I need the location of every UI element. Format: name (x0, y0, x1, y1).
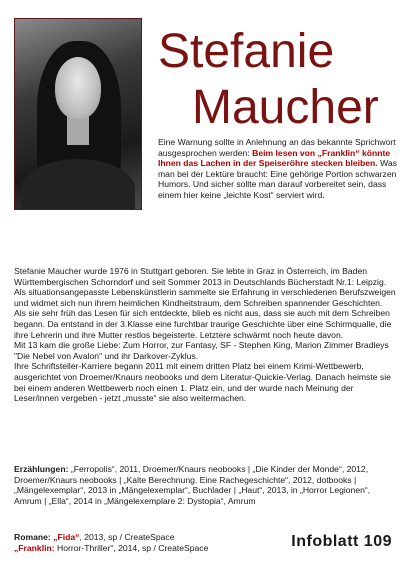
biography (14, 266, 398, 404)
author-photo (14, 18, 142, 210)
novels-label: Romane: (14, 532, 51, 542)
photo-shoulders (21, 159, 135, 210)
novel-franklin (14, 543, 254, 554)
intro-text-1: Eine Warnung sollte in Anlehnung an das bekannte Sprichwort ausgesprochen werden: (158, 137, 396, 158)
author-last-name: Maucher (192, 81, 379, 134)
novel-fida-details: , 2013, sp / CreateSpace (79, 532, 175, 542)
infoblatt-badge: Infoblatt 109 (291, 533, 392, 550)
works-list (14, 464, 398, 506)
bio-paragraph: Ihre Schriftsteller-Karriere begann 2011 mit einem dritten Platz bei einem Krimi-Wettbewerb, ausgerichtet von Droemer/Knaurs neobooks und dem Literatur-Quickie-Verlag. Danach heimste sie bei einem anderen Wettbewerb noch einen 1. Platz ein, und der wurde nach Meinung der Leser/innen vergeben - jetzt „musste“ sie also weitermachen. (14, 361, 391, 404)
novel-fida-title: „Fida“ (53, 532, 80, 542)
works-label: Erzählungen: (14, 464, 69, 474)
bio-paragraph: Stefanie Maucher wurde 1976 in Stuttgart geboren. Sie lebte in Graz in Österreich, im Baden Württembergischen Schorndorf und seit Sommer 2013 in Deutschlands Bücherstadt Nr.1: Leipzig. (14, 266, 387, 287)
bio-paragraph: Als sie sehr früh das Lesen für sich entdeckte, blieb es nicht aus, dass sie auch mit dem Schreiben begann. Da entstand in der 3.Klasse eine furchtbar traurige Geschichte über eine Schirmqualle, die ihre Lehrerin und ihre Mutter restlos begeisterte. Letztere schwärmt noch heute davon. (14, 308, 392, 340)
bio-paragraph: Als situationsangepasste Lebenskünstlerin sammelte sie Erfahrung in verschiedenen Berufszweigen und widmet sich nun ihrem heimlichen Kindheitstraum, dem Schreiben spannender Geschichten. (14, 287, 396, 308)
bio-paragraph: Mit 13 kam die große Liebe: Zum Horror, zur Fantasy, SF - Stephen King, Marion Zimmer Bradleys "Die Nebel von Avalon" und ihr Darkover-Zyklus. (14, 340, 389, 361)
intro-block (158, 137, 398, 201)
works-text: „Ferropolis“, 2011, Droemer/Knaurs neobooks | „Die Kinder der Monde“, 2012, Droemer/Knaurs neobooks | „Kalte Berechnung. Eine Rachegeschichte“, 2012, dotbooks | „Mängelexemplar“, 2013 in „Mängelexemplar“, Buchlader | „Haut“, 2013, in „Horror Legionen“, Amrum | „Ella“, 2014 in „Mängelexemplare 2: Dystopia“, Amrum (14, 464, 371, 506)
novel-franklin-details: Horror-Thriller“, 2014, sp / CreateSpace (54, 542, 209, 553)
intro-text-2: Was man bei der Lektüre braucht: Eine gehörige Portion schwarzen Humors. Und sicher sollte man darauf vorbereitet sein, dass einem hier keine „leichte Kost“ serviert wird. (158, 158, 397, 200)
novel-franklin-title: „Franklin: (14, 542, 55, 553)
photo-face (55, 57, 101, 119)
author-first-name: Stefanie (158, 25, 335, 78)
photo-neck (67, 115, 89, 145)
novels-list (14, 532, 254, 553)
novel-fida (14, 532, 254, 543)
intro-warning: Beim lesen von „Franklin“ könnte Ihnen das Lachen in der Speiseröhre stecken bleiben. (158, 147, 391, 169)
